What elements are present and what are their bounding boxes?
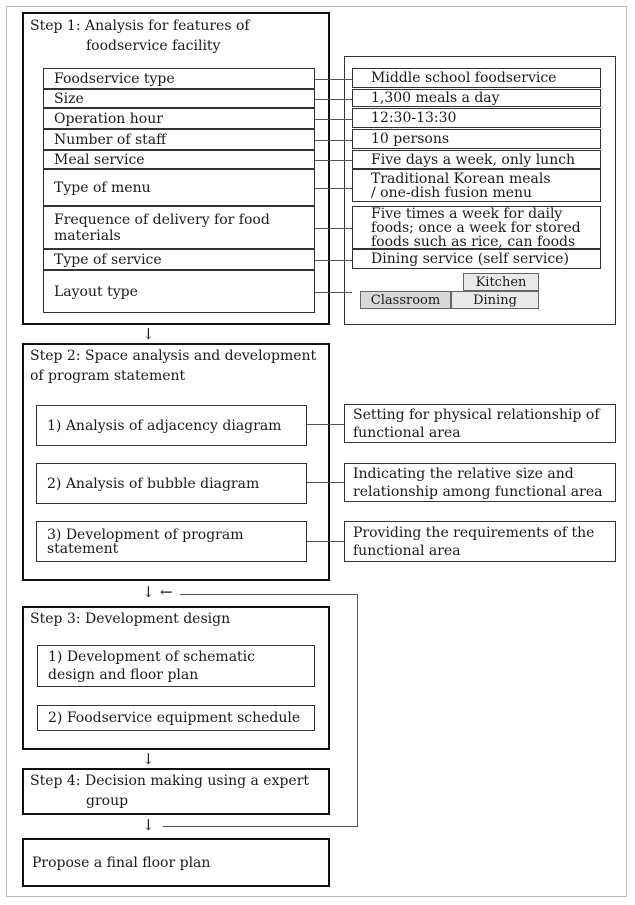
step1-value-7: Dining service (self service) xyxy=(352,249,601,269)
final-title: Propose a final floor plan xyxy=(32,855,211,871)
step2-title-line1: Step 2: Space analysis and development xyxy=(30,348,317,364)
step2-desc-adjacency: Setting for physical relationship of functional area xyxy=(344,404,616,443)
step1-value-6: Five times a week for daily foods; once a week for stored foods such as rice, can foods xyxy=(352,206,601,249)
step1-label-7: Type of service xyxy=(43,249,315,270)
feedback-line-bottom xyxy=(163,826,358,827)
step1-connector-1 xyxy=(315,99,352,100)
step1-label-5: Type of menu xyxy=(43,169,315,206)
step1-value-2: 12:30-13:30 xyxy=(352,108,601,128)
step1-label-6: Frequence of delivery for food materials xyxy=(43,206,315,249)
step3-item-schematic: 1) Development of schematic design and floor plan xyxy=(37,645,315,687)
final-box xyxy=(22,838,330,887)
arrow-down-1: ↓ xyxy=(142,325,155,343)
step1-title-line2: foodservice facility xyxy=(86,38,221,54)
step1-value-1: 1,300 meals a day xyxy=(352,89,601,107)
step1-title-line1: Step 1: Analysis for features of xyxy=(30,18,250,34)
step1-connector-2 xyxy=(315,119,352,120)
step2-item-adjacency: 1) Analysis of adjacency diagram xyxy=(36,405,307,446)
step1-value-5: Traditional Korean meals / one-dish fusion menu xyxy=(352,169,601,202)
step1-connector-7 xyxy=(315,260,352,261)
step4-title-line1: Step 4: Decision making using a expert xyxy=(30,773,310,789)
step1-label-8: Layout type xyxy=(43,270,315,313)
arrow-down-4: ↓ xyxy=(142,816,155,834)
layout-classroom-cell: Classroom xyxy=(360,291,451,309)
feedback-arrow-left: ← xyxy=(160,583,173,601)
feedback-line-right xyxy=(357,594,358,827)
arrow-down-3: ↓ xyxy=(142,750,155,768)
step1-connector-8 xyxy=(315,292,352,293)
step4-title-line2: group xyxy=(86,793,129,809)
step1-value-0: Middle school foodservice xyxy=(352,68,601,88)
step1-label-3: Number of staff xyxy=(43,129,315,150)
step2-item-bubble: 2) Analysis of bubble diagram xyxy=(36,463,307,504)
step1-label-1: Size xyxy=(43,89,315,108)
step1-connector-6 xyxy=(315,228,352,229)
step2-title-line2: of program statement xyxy=(30,368,186,384)
step1-label-0: Foodservice type xyxy=(43,68,315,89)
step1-connector-3 xyxy=(315,140,352,141)
step1-connector-4 xyxy=(315,160,352,161)
connector-bubble xyxy=(307,482,344,483)
step1-value-4: Five days a week, only lunch xyxy=(352,150,601,169)
arrow-down-2: ↓ xyxy=(142,583,155,601)
connector-program xyxy=(307,541,344,542)
step3-title: Step 3: Development design xyxy=(30,611,231,627)
feedback-line-top xyxy=(180,594,358,595)
step3-item-equipment: 2) Foodservice equipment schedule xyxy=(37,705,315,731)
step1-label-2: Operation hour xyxy=(43,108,315,129)
layout-dining-cell: Dining xyxy=(451,291,539,309)
connector-adjacency xyxy=(307,424,344,425)
step2-desc-program: Providing the requirements of the functional area xyxy=(344,521,616,562)
step1-connector-5 xyxy=(315,188,352,189)
step2-desc-bubble: Indicating the relative size and relationship among functional area xyxy=(344,463,616,502)
layout-kitchen-cell: Kitchen xyxy=(463,273,539,291)
step4-box xyxy=(22,768,330,815)
step1-value-3: 10 persons xyxy=(352,129,601,149)
step2-item-program: 3) Development of program statement xyxy=(36,521,307,562)
step1-connector-0 xyxy=(315,79,352,80)
step1-label-4: Meal service xyxy=(43,150,315,169)
